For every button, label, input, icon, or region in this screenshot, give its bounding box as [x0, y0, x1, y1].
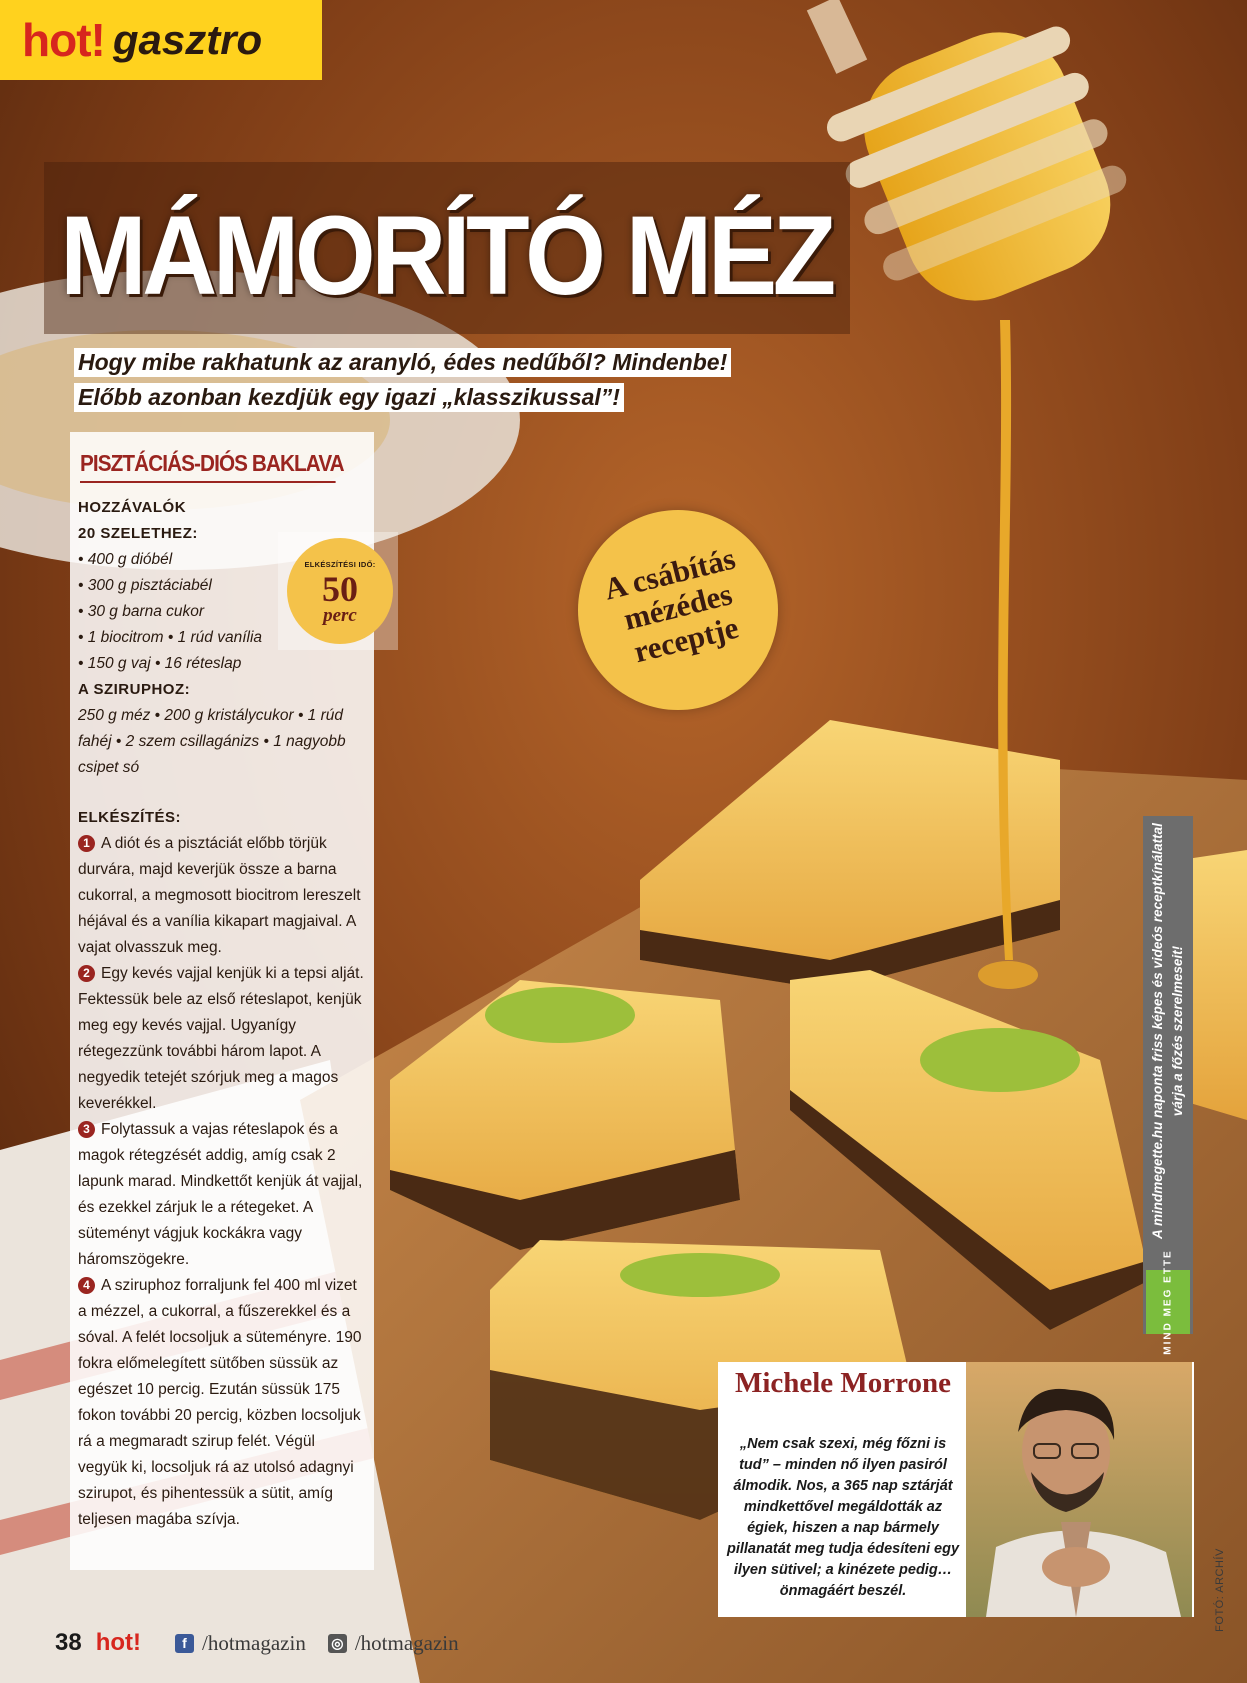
- celebrity-quote: „Nem csak szexi, még főzni is tud” – minden nő ilyen pasiról álmodik. Nos, a 365 nap sztárját mindkettővel megáldották az égiek, hiszen a nap bármely pillanatát meg tudja édesíteni egy ilyen sütivel; a kinézete pedig… önmagáért beszél.: [726, 1436, 960, 1599]
- ingredient-item: • 400 g dióbél: [78, 551, 173, 568]
- promo-circle: [578, 510, 778, 710]
- step-number-4: 4: [78, 1277, 95, 1294]
- tag-brand: hot!: [22, 14, 105, 66]
- promo-text: A csábítás mézédes receptje: [600, 540, 742, 670]
- photo-credit-text: FOTÓ: ARCHÍV: [1214, 1548, 1226, 1632]
- step-text: A diót és a pisztáciát előbb törjük durvára, majd keverjük össze a barna cukorral, a megmosott biocitrom lereszelt héjával és a vanília kikapart magjaival. A vajat olvasszuk meg.: [78, 835, 361, 956]
- step-3: [78, 1117, 368, 1273]
- photo-credit: [1210, 1540, 1230, 1640]
- time-badge-label: ELKÉSZÍTÉSI IDŐ:: [304, 560, 376, 569]
- celebrity-name: Michele Morrone: [734, 1367, 952, 1399]
- step-4: [78, 1273, 368, 1533]
- time-badge: [287, 538, 393, 644]
- facebook-icon: f: [175, 1634, 194, 1653]
- ingredient-item: • 300 g pisztáciabél: [78, 577, 212, 594]
- steps-block: [78, 805, 368, 1533]
- recipe-title: PISZTÁCIÁS-DIÓS BAKLAVA: [80, 450, 336, 483]
- instagram-handle[interactable]: /hotmagazin: [354, 1630, 459, 1655]
- ingredient-item: • 150 g vaj • 16 réteslap: [78, 655, 242, 672]
- step-1: [78, 831, 368, 961]
- ingredient-item: • 30 g barna cukor: [78, 603, 205, 620]
- lead-line-1: Hogy mibe rakhatunk az aranyló, édes nedűből? Mindenbe!: [74, 348, 731, 377]
- footer: [55, 1628, 459, 1658]
- lead-line-2: Előbb azonban kezdjük egy igazi „klasszikussal”!: [74, 383, 624, 412]
- syrup-ingredients: 250 g méz • 200 g kristálycukor • 1 rúd fahéj • 2 szem csillagánizs • 1 nagyobb csipet só: [78, 707, 346, 776]
- footer-brand: hot!: [95, 1629, 142, 1656]
- instagram-icon: ◎: [328, 1634, 347, 1653]
- step-text: Egy kevés vajjal kenjük ki a tepsi alját. Fektessük bele az első réteslapot, kenjük meg egy kevés vajjal. Ugyanígy rétegezzünk további három lapot. A negyedik tetejét szórjuk meg a magos keverékkel.: [78, 965, 364, 1112]
- servings: 20 SZELETHEZ:: [78, 525, 198, 542]
- ingredient-item: • 1 biocitrom • 1 rúd vanília: [78, 629, 263, 646]
- step-number-2: 2: [78, 965, 95, 982]
- mindmegette-logo: [1146, 1249, 1190, 1355]
- tag-section: gasztro: [112, 16, 263, 63]
- sidebar-promo: [1143, 816, 1193, 1246]
- syrup-heading: A SZIRUPHOZ:: [78, 681, 191, 698]
- step-number-3: 3: [78, 1121, 95, 1138]
- step-number-1: 1: [78, 835, 95, 852]
- mindmegette-logo-text: MIND MEG ETTE: [1162, 1249, 1174, 1355]
- page-number: 38: [55, 1629, 82, 1656]
- ingredients-heading: HOZZÁVALÓK: [78, 499, 187, 516]
- celebrity-photo: [966, 1362, 1192, 1617]
- sidebar-promo-text: A mindmegette.hu naponta friss képes és videós receptkínálattal várja a főzés szerelmeseit!: [1150, 823, 1185, 1239]
- steps-heading: ELKÉSZÍTÉS:: [78, 809, 182, 826]
- step-text: A sziruphoz forraljunk fel 400 ml vizet a mézzel, a cukorral, a fűszerekkel és a sóval. A felét locsoljuk a süteményre. 190 fokra előmelegített sütőben süssük az egészet 10 percig. Ezután süssük 175 fokon további 20 percig, közben locsoljuk rá a megmaradt szirup felét. Végül vegyük ki, locsoljuk rá az utolsó adagnyi szirupot, és pihentessük a sütit, amíg teljesen magába szívja.: [78, 1277, 362, 1528]
- step-text: Folytassuk a vajas réteslapok és a magok rétegzését addig, amíg csak 2 lapunk marad. Mindkettőt kenjük át vajjal, és ezekkel zárjuk le a rétegeket. A süteményt vágjuk kockákra vagy háromszögekre.: [78, 1121, 363, 1268]
- time-badge-value: 50: [322, 569, 358, 609]
- page-title: MÁMORÍTÓ MÉZ: [60, 193, 832, 318]
- step-2: [78, 961, 368, 1117]
- facebook-handle[interactable]: /hotmagazin: [202, 1630, 306, 1655]
- time-badge-unit: perc: [323, 605, 357, 626]
- section-tag: [0, 0, 322, 80]
